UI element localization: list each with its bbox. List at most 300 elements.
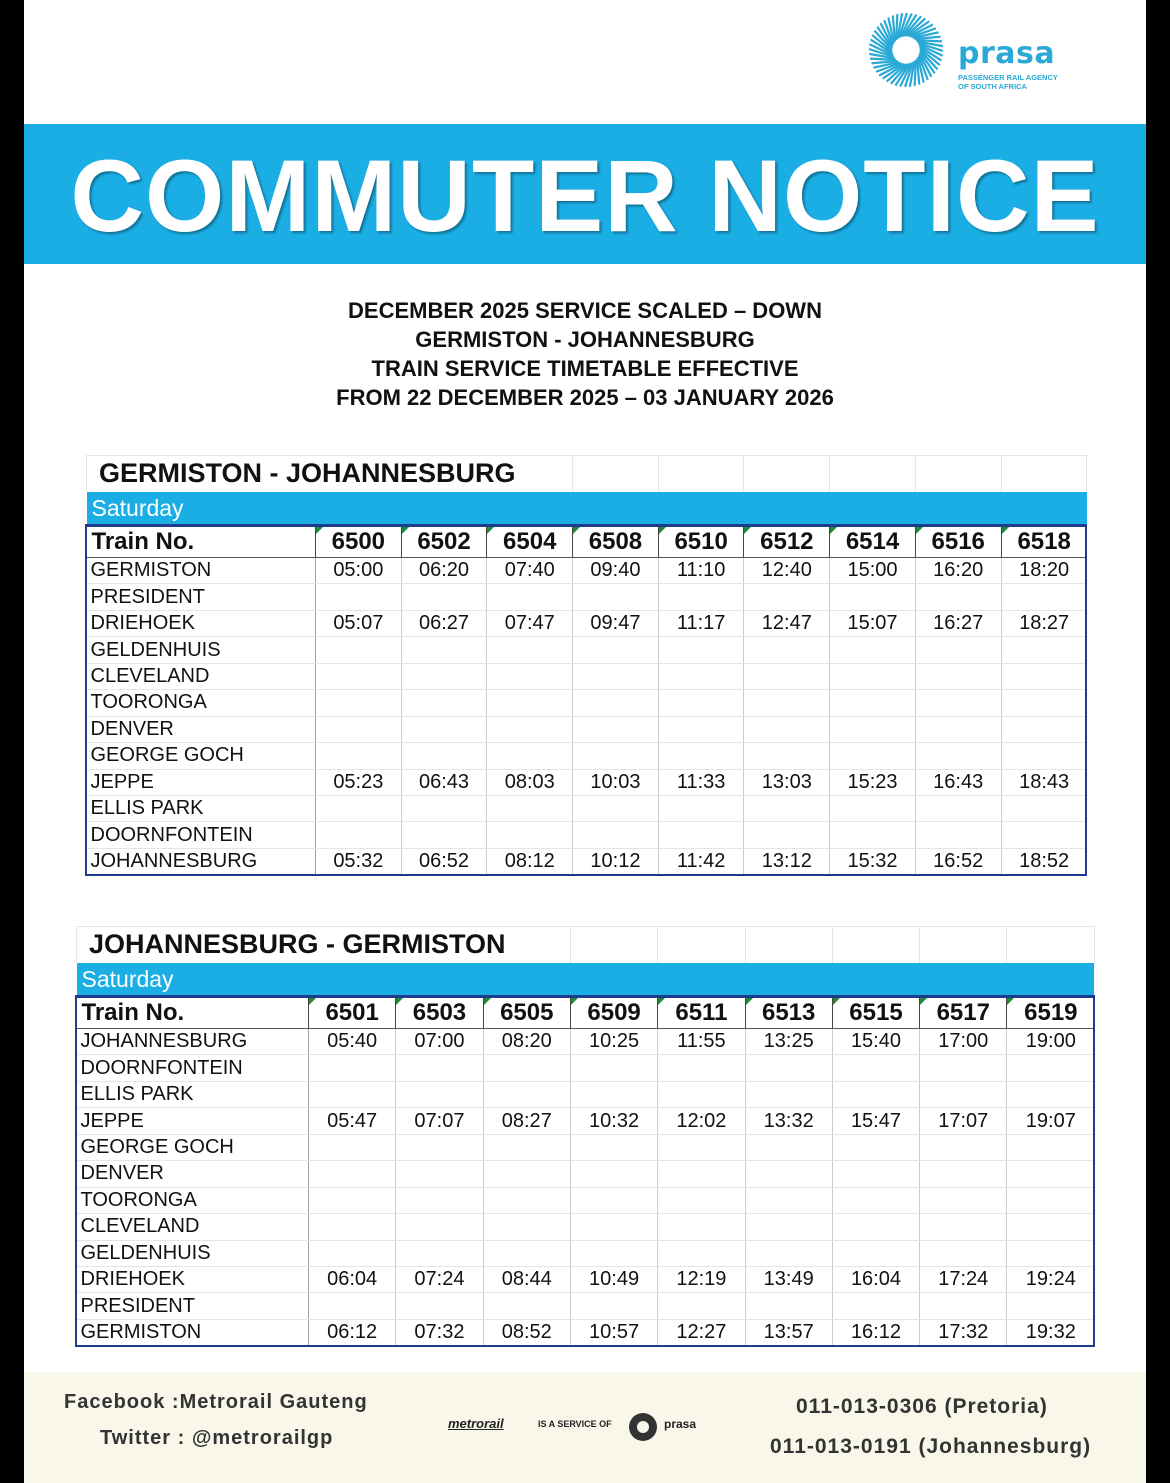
departure-time [316,822,402,848]
departure-time: 16:20 [915,558,1001,584]
table-row [77,1293,1095,1319]
departure-time: 08:12 [487,848,573,874]
departure-time [744,637,830,663]
departure-time [573,822,659,848]
departure-time [920,1161,1007,1187]
departure-time [745,1134,832,1160]
table-row [87,716,1087,742]
service-of-text: IS A SERVICE OF [538,1419,612,1429]
train-number: 6512 [744,526,830,558]
train-number: 6514 [830,526,916,558]
station-name: JEPPE [77,1108,309,1134]
departure-time [658,1240,745,1266]
departure-time: 08:27 [483,1108,570,1134]
departure-time [1001,690,1087,716]
departure-time [570,1161,657,1187]
departure-time [487,795,573,821]
title-spacer-cell [658,927,745,963]
departure-time [316,716,402,742]
departure-time [396,1240,483,1266]
departure-time [316,584,402,610]
departure-time: 10:03 [573,769,659,795]
departure-time [745,1214,832,1240]
train-no-label: Train No. [87,526,316,558]
departure-time [396,1081,483,1107]
departure-time [920,1214,1007,1240]
departure-time: 10:49 [570,1266,657,1292]
station-name: CLEVELAND [87,663,316,689]
departure-time: 05:23 [316,769,402,795]
departure-time [832,1055,919,1081]
notice-page [24,0,1146,1483]
departure-time [915,822,1001,848]
departure-time: 13:57 [745,1319,832,1345]
table-row [77,1266,1095,1292]
headline-line-2: GERMISTON - JOHANNESBURG [415,327,755,352]
timetable-1 [86,455,1087,875]
headline-line-3: TRAIN SERVICE TIMETABLE EFFECTIVE [371,356,799,381]
departure-time [1007,1055,1094,1081]
station-name: GELDENHUIS [77,1240,309,1266]
station-name: GERMISTON [87,558,316,584]
departure-time [309,1081,396,1107]
train-number: 6519 [1007,997,1094,1029]
title-spacer-cell [1007,927,1094,963]
departure-time [1001,795,1087,821]
title-spacer-cell [658,456,744,492]
departure-time [744,822,830,848]
departure-time [658,690,744,716]
departure-time [830,822,916,848]
departure-time [570,1293,657,1319]
departure-time [570,1081,657,1107]
departure-time [570,1187,657,1213]
departure-time [744,743,830,769]
departure-time [483,1214,570,1240]
departure-time [401,637,487,663]
departure-time: 15:23 [830,769,916,795]
departure-time [658,743,744,769]
station-name: GEORGE GOCH [87,743,316,769]
departure-time: 10:12 [573,848,659,874]
departure-time: 12:27 [658,1319,745,1345]
departure-time [1007,1214,1094,1240]
station-name: GELDENHUIS [87,637,316,663]
departure-time [832,1081,919,1107]
departure-time [915,716,1001,742]
departure-time [830,637,916,663]
departure-time [915,795,1001,821]
table-row [77,1161,1095,1187]
table-row [87,848,1087,874]
departure-time [1007,1081,1094,1107]
departure-time [487,584,573,610]
twitter-handle[interactable]: Twitter : @metrorailgp [100,1427,334,1449]
service-of-badge [448,1412,708,1442]
departure-time: 05:00 [316,558,402,584]
departure-time: 06:12 [309,1319,396,1345]
station-name: CLEVELAND [77,1214,309,1240]
departure-time [1007,1161,1094,1187]
table-row [87,584,1087,610]
departure-time [396,1187,483,1213]
station-name: JOHANNESBURG [87,848,316,874]
departure-time [920,1187,1007,1213]
train-number: 6510 [658,526,744,558]
departure-time: 19:07 [1007,1108,1094,1134]
departure-time: 19:32 [1007,1319,1094,1345]
departure-time [830,716,916,742]
departure-time: 05:40 [309,1029,396,1055]
title-spacer-cell [744,456,830,492]
departure-time: 06:52 [401,848,487,874]
timetable-title: GERMISTON - JOHANNESBURG [87,456,573,492]
departure-time [570,1134,657,1160]
station-name: TOORONGA [87,690,316,716]
departure-time [745,1161,832,1187]
departure-time [745,1055,832,1081]
departure-time [744,716,830,742]
table-row [77,1319,1095,1345]
train-number: 6513 [745,997,832,1029]
departure-time [920,1081,1007,1107]
departure-time [832,1161,919,1187]
departure-time [744,584,830,610]
departure-time [832,1214,919,1240]
departure-time [401,743,487,769]
departure-time [915,584,1001,610]
departure-time [658,822,744,848]
departure-time [745,1081,832,1107]
departure-time [573,743,659,769]
departure-time [1007,1293,1094,1319]
station-name: PRESIDENT [87,584,316,610]
departure-time: 19:24 [1007,1266,1094,1292]
departure-time: 07:00 [396,1029,483,1055]
departure-time: 15:00 [830,558,916,584]
table-row [77,1055,1095,1081]
departure-time: 07:40 [487,558,573,584]
departure-time [1007,1134,1094,1160]
departure-time [830,795,916,821]
departure-time: 17:07 [920,1108,1007,1134]
train-number: 6503 [396,997,483,1029]
departure-time: 16:52 [915,848,1001,874]
departure-time: 07:32 [396,1319,483,1345]
departure-time [1001,637,1087,663]
departure-time [487,716,573,742]
departure-time [920,1240,1007,1266]
departure-time [573,690,659,716]
facebook-handle[interactable]: Facebook :Metrorail Gauteng [64,1391,368,1413]
table-row [87,743,1087,769]
departure-time [487,690,573,716]
departure-time [1001,743,1087,769]
train-number: 6518 [1001,526,1087,558]
station-name: DENVER [77,1161,309,1187]
logo-tagline-line-2: OF SOUTH AFRICA [958,82,1027,91]
train-number: 6500 [316,526,402,558]
station-name: JOHANNESBURG [77,1029,309,1055]
table-row [77,1081,1095,1107]
departure-time [396,1055,483,1081]
departure-time [658,795,744,821]
departure-time [401,690,487,716]
departure-time [309,1161,396,1187]
departure-time: 11:42 [658,848,744,874]
departure-time: 05:47 [309,1108,396,1134]
departure-time [483,1081,570,1107]
departure-time [1001,822,1087,848]
table-row [87,795,1087,821]
title-spacer-cell [745,927,832,963]
departure-time: 12:02 [658,1108,745,1134]
departure-time: 13:25 [745,1029,832,1055]
title-spacer-cell [570,927,657,963]
table-row [77,1029,1095,1055]
departure-time [744,795,830,821]
table-row [77,1108,1095,1134]
table-row [87,610,1087,636]
departure-time: 07:07 [396,1108,483,1134]
departure-time [483,1055,570,1081]
departure-time [483,1293,570,1319]
headline-line-1: DECEMBER 2025 SERVICE SCALED – DOWN [348,298,822,323]
departure-time [920,1293,1007,1319]
departure-time [1001,716,1087,742]
title-spacer-cell [832,927,919,963]
departure-time [487,743,573,769]
departure-time: 16:12 [832,1319,919,1345]
table-row [87,637,1087,663]
departure-time [573,716,659,742]
departure-time [487,822,573,848]
departure-time [309,1055,396,1081]
departure-time [573,795,659,821]
departure-time: 15:32 [830,848,916,874]
departure-time: 12:47 [744,610,830,636]
station-name: GEORGE GOCH [77,1134,309,1160]
departure-time: 18:20 [1001,558,1087,584]
departure-time [658,1134,745,1160]
departure-time: 18:43 [1001,769,1087,795]
departure-time [483,1240,570,1266]
departure-time: 07:47 [487,610,573,636]
table-row [87,558,1087,584]
train-number: 6516 [915,526,1001,558]
logo-name: prasa [958,36,1056,71]
departure-time [832,1293,919,1319]
departure-time: 08:20 [483,1029,570,1055]
departure-time [658,1055,745,1081]
departure-time [744,663,830,689]
banner-title: COMMUTER NOTICE [70,139,1100,253]
table-row [77,1187,1095,1213]
departure-time: 13:32 [745,1108,832,1134]
table-row [77,1214,1095,1240]
departure-time [401,663,487,689]
train-number: 6508 [573,526,659,558]
departure-time: 16:43 [915,769,1001,795]
departure-time: 06:43 [401,769,487,795]
departure-time: 06:20 [401,558,487,584]
departure-time [830,584,916,610]
departure-time: 10:32 [570,1108,657,1134]
station-name: TOORONGA [77,1187,309,1213]
departure-time [915,743,1001,769]
departure-time: 09:47 [573,610,659,636]
headline-line-4: FROM 22 DECEMBER 2025 – 03 JANUARY 2026 [336,385,834,410]
departure-time: 05:07 [316,610,402,636]
station-name: JEPPE [87,769,316,795]
departure-time: 18:27 [1001,610,1087,636]
departure-time [1007,1187,1094,1213]
departure-time [745,1293,832,1319]
departure-time [920,1055,1007,1081]
timetable-2 [76,926,1095,1346]
departure-time [309,1293,396,1319]
station-name: PRESIDENT [77,1293,309,1319]
departure-time [396,1161,483,1187]
departure-time [920,1134,1007,1160]
departure-time: 08:44 [483,1266,570,1292]
train-number: 6501 [309,997,396,1029]
footer [24,1372,1146,1483]
prasa-mark-icon [628,1412,658,1442]
departure-time [316,637,402,663]
departure-time: 08:52 [483,1319,570,1345]
departure-time [309,1134,396,1160]
title-spacer-cell [915,456,1001,492]
departure-time [745,1240,832,1266]
train-number: 6515 [832,997,919,1029]
departure-time [830,690,916,716]
departure-time [316,663,402,689]
departure-time: 15:40 [832,1029,919,1055]
departure-time [832,1187,919,1213]
departure-time: 09:40 [573,558,659,584]
title-spacer-cell [920,927,1007,963]
departure-time: 11:10 [658,558,744,584]
departure-time: 12:19 [658,1266,745,1292]
station-name: DRIEHOEK [77,1266,309,1292]
logo-tagline [958,73,1078,91]
departure-time [658,637,744,663]
departure-time [744,690,830,716]
train-number: 6505 [483,997,570,1029]
departure-time [487,663,573,689]
departure-time [1001,584,1087,610]
departure-time [573,663,659,689]
departure-time: 17:24 [920,1266,1007,1292]
departure-time: 06:04 [309,1266,396,1292]
departure-time: 11:17 [658,610,744,636]
departure-time: 12:40 [744,558,830,584]
departure-time [483,1134,570,1160]
departure-time: 19:00 [1007,1029,1094,1055]
phone-pretoria[interactable]: 011-013-0306 (Pretoria) [796,1395,1048,1418]
departure-time [316,690,402,716]
departure-time [658,1081,745,1107]
train-no-label: Train No. [77,997,309,1029]
phone-johannesburg[interactable]: 011-013-0191 (Johannesburg) [770,1435,1092,1458]
departure-time [570,1240,657,1266]
title-spacer-cell [573,456,659,492]
departure-time [832,1134,919,1160]
departure-time: 13:12 [744,848,830,874]
service-day: Saturday [87,492,1087,526]
departure-time: 16:27 [915,610,1001,636]
departure-time [570,1214,657,1240]
departure-time: 10:25 [570,1029,657,1055]
train-number: 6509 [570,997,657,1029]
prasa-wordmark: prasa [664,1417,697,1431]
departure-time [658,1293,745,1319]
train-number: 6504 [487,526,573,558]
departure-time [658,1214,745,1240]
departure-time [658,584,744,610]
departure-time: 18:52 [1001,848,1087,874]
train-number: 6511 [658,997,745,1029]
departure-time [401,584,487,610]
departure-time: 13:03 [744,769,830,795]
table-row [87,690,1087,716]
departure-time [487,637,573,663]
departure-time [658,663,744,689]
table-row [77,1134,1095,1160]
title-spacer-cell [830,456,916,492]
departure-time [396,1134,483,1160]
departure-time: 06:27 [401,610,487,636]
station-name: DOORNFONTEIN [77,1055,309,1081]
prasa-logo [866,10,1066,100]
departure-time [915,690,1001,716]
commuter-notice-banner [24,124,1146,264]
departure-time [309,1187,396,1213]
train-number: 6502 [401,526,487,558]
station-name: ELLIS PARK [87,795,316,821]
timetable-title: JOHANNESBURG - GERMISTON [77,927,571,963]
departure-time [830,743,916,769]
departure-time: 15:07 [830,610,916,636]
departure-time: 16:04 [832,1266,919,1292]
departure-time [658,716,744,742]
departure-time: 17:32 [920,1319,1007,1345]
departure-time [915,637,1001,663]
departure-time: 08:03 [487,769,573,795]
departure-time [915,663,1001,689]
departure-time [573,584,659,610]
departure-time: 05:32 [316,848,402,874]
table-row [87,769,1087,795]
metrorail-wordmark: metrorail [448,1416,504,1431]
departure-time [658,1161,745,1187]
service-day: Saturday [77,963,1095,997]
departure-time [309,1240,396,1266]
logo-tagline-line-1: PASSENGER RAIL AGENCY [958,73,1058,82]
departure-time [396,1214,483,1240]
departure-time [745,1187,832,1213]
table-row [87,822,1087,848]
station-name: DENVER [87,716,316,742]
train-number: 6517 [920,997,1007,1029]
departure-time [832,1240,919,1266]
departure-time: 11:55 [658,1029,745,1055]
departure-time [1007,1240,1094,1266]
departure-time [1001,663,1087,689]
departure-time [401,716,487,742]
departure-time [483,1161,570,1187]
